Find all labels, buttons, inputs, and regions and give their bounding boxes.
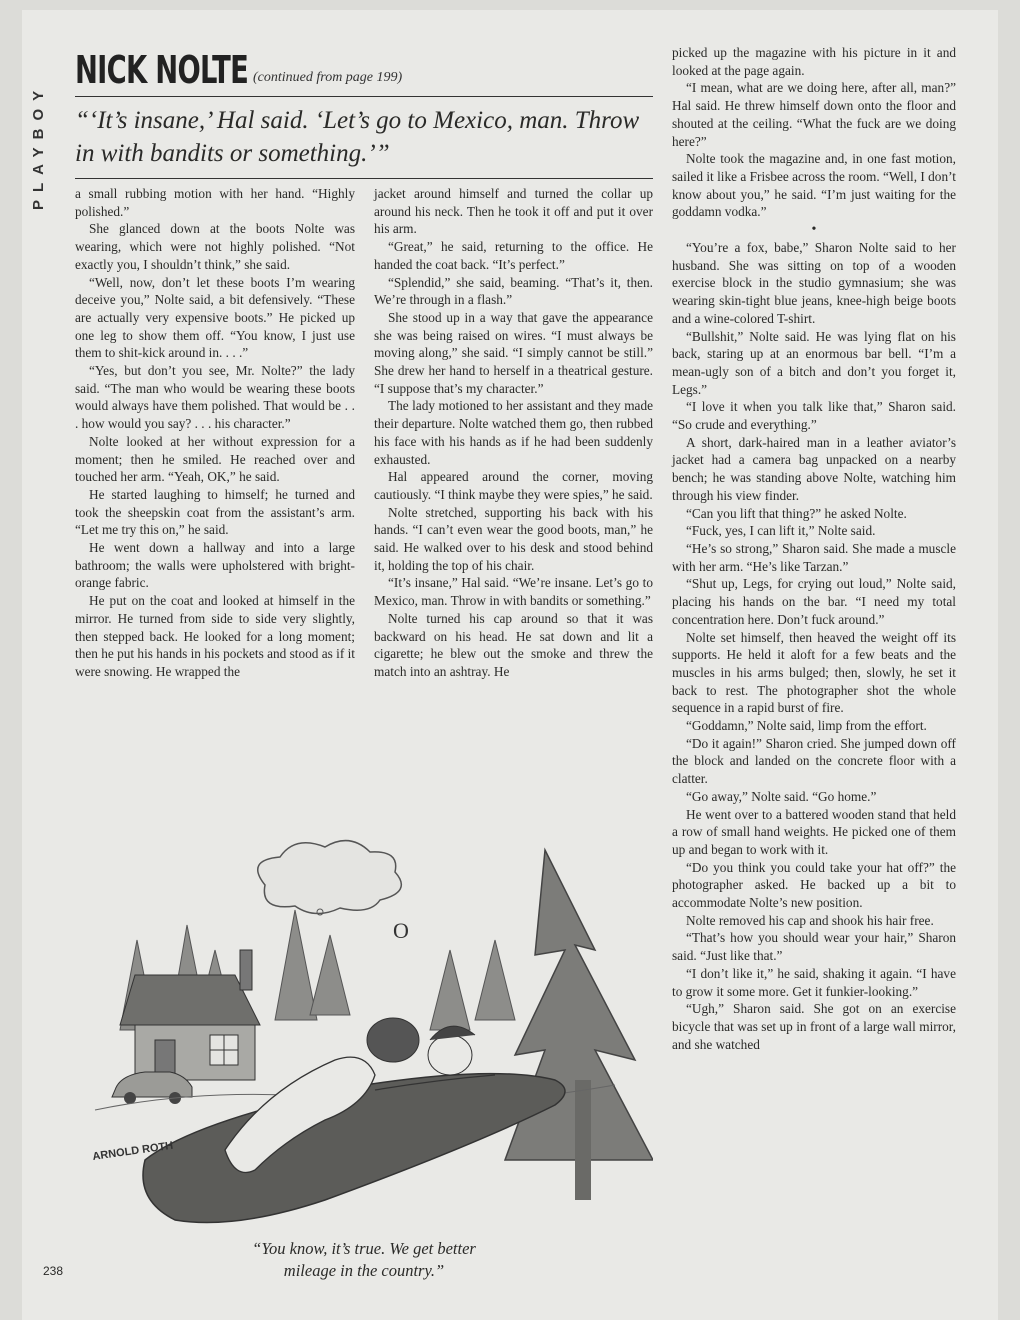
cartoon-illustration [75,830,653,1230]
paragraph: “Splendid,” she said, beaming. “That’s it, then. We’re through in a flash.” [374,274,653,308]
cartoon-caption [75,1238,653,1282]
paragraph: “Can you lift that thing?” he asked Nolte. [686,505,907,521]
section-separator: • [811,222,817,238]
text-column-3 [672,44,956,1053]
paragraph: “Do you think you could take your hat off?” the photographer asked. He backed up a bit to accommodate Nolte’s new position. [672,859,956,911]
paragraph: “Yes, but don’t you see, Mr. Nolte?” the lady said. “The man who would be wearing these boots would always have them polished. That would be . . . how would you say? . . . his character.” [75,363,355,432]
paragraph: “Bullshit,” Nolte said. He was lying flat on his back, staring up at an enormous bar bell. “I’m a mean-ugly son of a bitch and don’t you forget it, Legs.” [672,328,956,397]
paragraph: “Do it again!” Sharon cried. She jumped down off the block and landed on the concrete floor with a clatter. [672,735,956,787]
continued-note: (continued from page 199) [253,70,403,85]
page-number: 238 [43,1264,64,1278]
text-column-1 [75,185,355,681]
paragraph: “Fuck, yes, I can lift it,” Nolte said. [686,523,876,539]
paragraph: “Go away,” Nolte said. “Go home.” [686,788,877,804]
paragraph: He put on the coat and looked at himself in the mirror. He turned from side to side very slightly, then stepped back. He looked for a long moment; then he put his hands in his pockets and stood as if it were snowing. He wrapped the [75,593,355,679]
paragraph: picked up the magazine with his picture in it and looked at the page again. [672,45,956,78]
paragraph: Nolte removed his cap and shook his hair free. [686,912,934,928]
paragraph: “I don’t like it,” he said, shaking it again. “I have to grow it some more. Get it funkier-looking.” [672,965,956,999]
foreground-tree [505,850,653,1200]
header-rule [75,96,653,97]
paragraph: Nolte took the magazine and, in one fast motion, sailed it like a Frisbee across the room. “Well, I don’t know about you,” he said. “I’m just waiting for the goddamn vodka.” [672,151,956,220]
paragraph: The lady motioned to her assistant and they made their departure. Nolte watched them go, then rubbed his face with his hands as if he had been suddenly exhausted. [374,398,653,467]
paragraph: “I mean, what are we doing here, after all, man?” Hal said. He threw himself down onto the floor and shouted at the ceiling. “What the fuck are we doing here?” [672,80,956,149]
signature-text: ARNOLD ROTH [91,1139,174,1163]
caption-line: “You know, it’s true. We get better [252,1239,476,1258]
paragraph: jacket around himself and turned the collar up around his neck. Then he took it off and put it over his arm. [374,186,653,237]
article-header [75,48,653,92]
paragraph: He went over to a battered wooden stand that held a row of small hand weights. He picked one of them up and began to work with it. [672,806,956,857]
thought-balloon [258,841,409,943]
paragraph: He started laughing to himself; he turned and took the sheepskin coat from the assistant’s arm. “Let me try this on,” he said. [75,486,355,538]
paragraph: “That’s how you should wear your hair,” Sharon said. “Just like that.” [672,930,956,964]
magazine-sidebar-label: PLAYBOY [30,82,47,210]
car [112,1072,192,1104]
paragraph: a small rubbing motion with her hand. “Highly polished.” [75,186,355,219]
text-column-2 [374,185,653,681]
paragraph: Nolte set himself, then heaved the weight off its supports. He held it aloft for a few beats and the muscles in his arms bulged; then, slowly, he set it back to rest. The photographer shot the whole sequence in a rapid burst of fire. [672,629,956,716]
paragraph: She stood up in a way that gave the appearance she was being raised on wires. “I must always be moving along,” she said. “I simply cannot be still.” She drew her hand to herself in a theatrical gesture. “I suppose that’s my character.” [374,309,653,396]
paragraph: She glanced down at the boots Nolte was wearing, which were not highly polished. “Not exactly you, I shouldn’t think,” she said. [75,221,355,272]
paragraph: “It’s insane,” Hal said. “We’re insane. Let’s go to Mexico, man. Throw in with bandits or something.” [374,575,653,609]
paragraph: “He’s so strong,” Sharon said. She made a muscle with her arm. “He’s like Tarzan.” [672,540,956,574]
paragraph: Nolte stretched, supporting his back with his hands. “I can’t even wear the good boots, man,” he said. He walked over to his desk and stood behind it, holding the top of his chair. [374,504,653,573]
pullquote-rule [75,178,653,179]
paragraph: “Shut up, Legs, for crying out loud,” Nolte said, placing his hands on the bar. “I need my total concentration here. Don’t fuck around.” [672,576,956,627]
paragraph: “You’re a fox, babe,” Sharon Nolte said to her husband. She was sitting on top of a wooden exercise block in the studio gymnasium; she was wearing skin-tight blue jeans, knee-high beige boots and a wine-colored T-shirt. [672,240,956,326]
paragraph: “Great,” he said, returning to the office. He handed the coat back. “It’s perfect.” [374,239,653,272]
paragraph: “Goddamn,” Nolte said, limp from the effort. [686,718,927,734]
paragraph: “Ugh,” Sharon said. She got on an exercise bicycle that was set up in front of a large wall mirror, and she watched [672,1001,956,1052]
paragraph: Nolte turned his cap around so that it was backward on his head. He sat down and lit a cigarette; he blew out the smoke and threw the match into an ashtray. He [374,610,653,679]
article-title: NICK NOLTE [75,48,249,92]
balloon-letter: O [393,918,409,943]
pull-quote: “‘It’s insane,’ Hal said. ‘Let’s go to Mexico, man. Throw in with bandits or something.’” [75,107,640,167]
paragraph: He went down a hallway and into a large bathroom; the walls were upholstered with bright-orange fabric. [75,540,355,591]
paragraph: “Well, now, don’t let these boots I’m wearing deceive you,” Nolte said, a bit defensively. “These are actually very expensive boots.” He picked up one leg to show them off. “You know, I just use them to shit-kick around in. . . .” [75,274,355,361]
paragraph: “I love it when you talk like that,” Sharon said. “So crude and everything.” [672,399,956,433]
paragraph: Hal appeared around the corner, moving cautiously. “I think maybe they were spies,” he said. [374,469,653,502]
paragraph: A short, dark-haired man in a leather aviator’s jacket had a camera bag unpacked on a nearby bench; he was standing above Nolte, watching him through his view finder. [672,434,956,503]
paragraph: Nolte looked at her without expression for a moment; then he smiled. He reached over and touched her arm. “Yeah, OK,” he said. [75,433,355,485]
caption-line: mileage in the country.” [283,1261,445,1280]
